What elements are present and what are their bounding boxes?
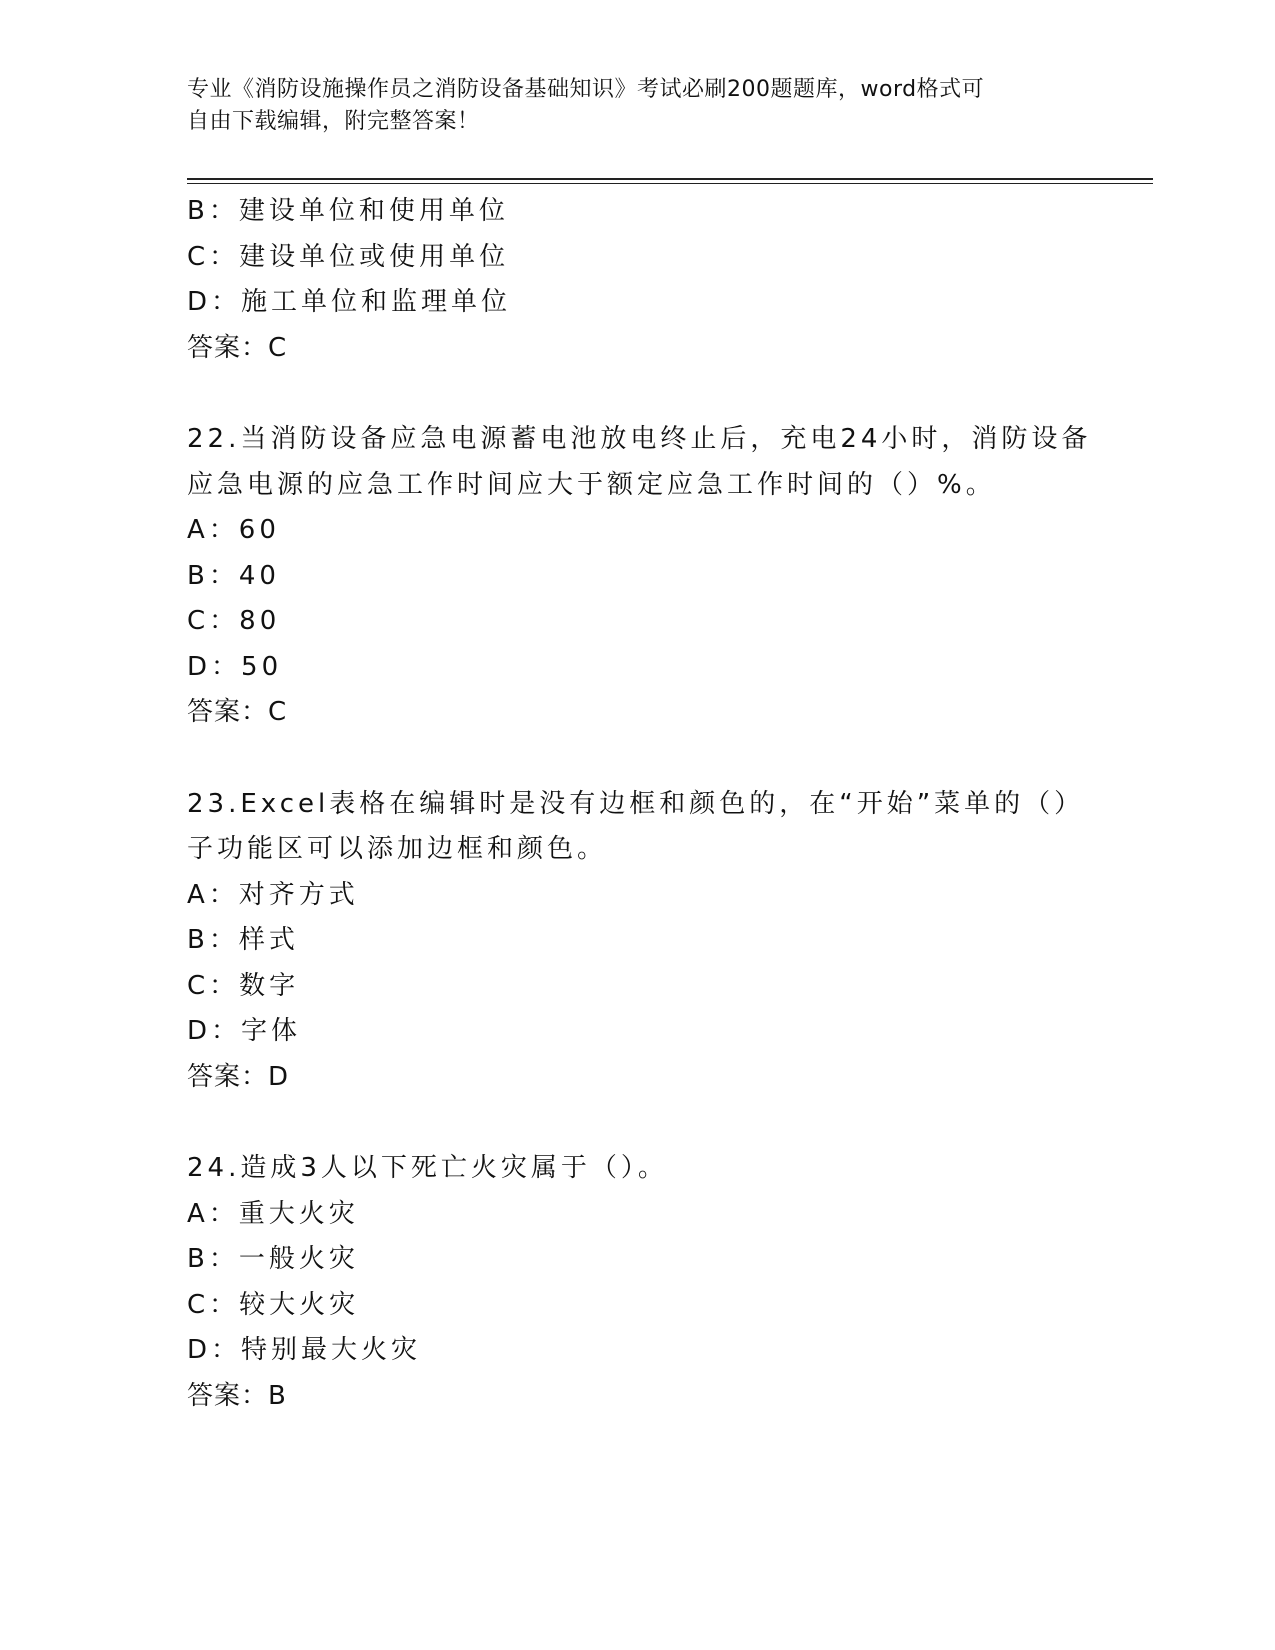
option-d: D：50 — [187, 651, 283, 682]
option-c: C：80 — [187, 606, 281, 636]
question-text-line: 23.Excel表格在编辑时是没有边框和颜色的，在“开始”菜单的（） — [187, 788, 1085, 819]
header-divider-thick — [187, 178, 1153, 180]
spacer — [187, 371, 1067, 417]
answer: 答案：C — [187, 332, 288, 363]
answer: 答案：C — [187, 697, 288, 727]
option-a: A：60 — [187, 515, 280, 545]
question-text-line: 子功能区可以添加边框和颜色。 — [187, 834, 608, 864]
spacer — [187, 736, 1067, 782]
header-line-1: 专业《消防设施操作员之消防设备基础知识》考试必刷200题题库，word格式可 — [187, 77, 985, 102]
option-c: C：建设单位或使用单位 — [187, 241, 510, 272]
document-header — [187, 74, 1087, 138]
question-text-line: 24.造成3人以下死亡火灾属于（）。 — [187, 1153, 668, 1183]
answer: 答案：D — [187, 1061, 290, 1092]
question-23 — [187, 782, 1085, 1101]
question-24 — [187, 1146, 1067, 1419]
question-text-line: 22.当消防设备应急电源蓄电池放电终止后，充电24小时，消防设备 — [187, 424, 1092, 454]
option-d: D：施工单位和监理单位 — [187, 287, 512, 317]
option-d: D：字体 — [187, 1016, 302, 1046]
option-b: B：40 — [187, 560, 280, 591]
header-line-2: 自由下载编辑，附完整答案！ — [187, 109, 480, 134]
option-d: D：特别最大火灾 — [187, 1335, 422, 1365]
option-a: A：重大火灾 — [187, 1198, 359, 1229]
question-21-continued — [187, 189, 1067, 371]
question-text-line: 应急电源的应急工作时间应大于额定应急工作时间的（）%。 — [187, 469, 996, 500]
answer: 答案：B — [187, 1380, 287, 1411]
question-22 — [187, 417, 1092, 736]
option-b: B：建设单位和使用单位 — [187, 196, 509, 226]
question-list — [187, 189, 1092, 1419]
option-c: C：数字 — [187, 970, 300, 1001]
option-b: B：一般火灾 — [187, 1244, 359, 1274]
option-a: A：对齐方式 — [187, 879, 359, 910]
option-b: B：样式 — [187, 925, 299, 955]
option-c: C：较大火灾 — [187, 1289, 360, 1320]
spacer — [187, 1100, 1067, 1146]
header-divider-thin — [187, 183, 1153, 184]
